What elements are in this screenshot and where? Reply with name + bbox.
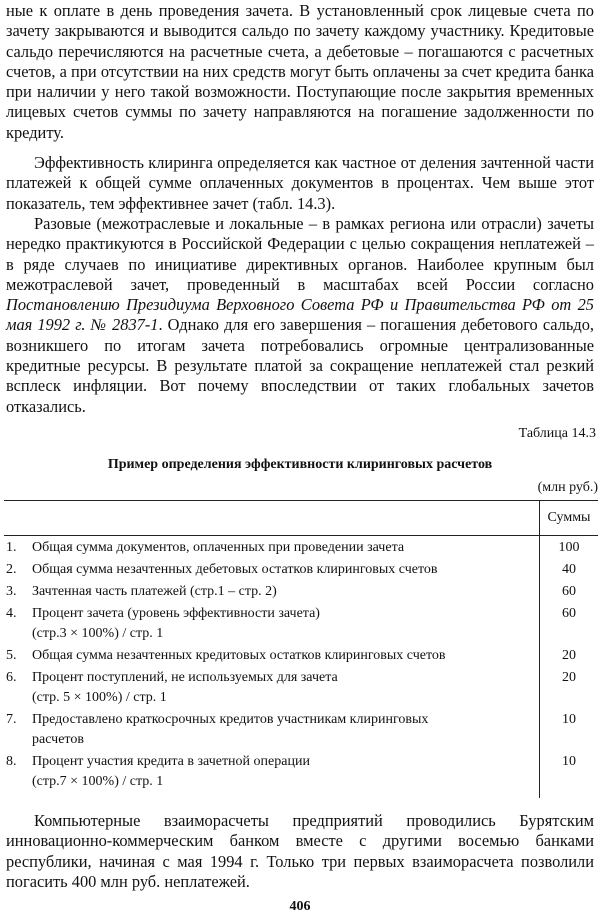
paragraph-one-time-offsets: [6, 214, 594, 417]
paragraph-clearing-accounts: ные к оплате в день проведения зачета. В установленный срок лицевые счета по зачету закрываются и выводится сальдо по зачету каждому участнику. Кредитовые сальдо перечисляются на расчетные счета, а дебетовые – погашаются с расчетных счетов, а при отсутствии на них средств могут быть оплачены за счет кредита банка при наличии у него такой возможности. Поступающие после закрытия временных лицевых счетов суммы по зачету направляются на погашение задолженности по кредиту.: [6, 1, 594, 142]
header-empty-cell: [4, 501, 540, 536]
row-text: Процент поступлений, не используемых для зачета: [32, 670, 338, 685]
row-value: 20: [540, 666, 599, 708]
table-title: Пример определения эффективности клиринговых расчетов: [107, 457, 493, 472]
row-description: [4, 750, 540, 798]
row-description: [4, 602, 540, 644]
row-description: [4, 708, 540, 750]
table-row: [4, 536, 598, 559]
sum-column-header: Суммы: [540, 501, 599, 536]
row-number: 2.: [6, 562, 17, 577]
row-number: 4.: [6, 606, 17, 621]
page-number: 406: [289, 899, 311, 914]
table-row: [4, 580, 598, 602]
row-subtext: (стр.7 × 100%) / стр. 1: [32, 774, 164, 789]
table-header-row: [4, 501, 598, 536]
row-number: 8.: [6, 754, 17, 769]
paragraph-text-before: Разовые (межотраслевые и локальные – в рамках региона или отрасли) зачеты нередко практикуются в Российской Федерации с целью сокращения неплатежей – в ряде случаев по инициативе директивных органов. Наиболее крупным был межотраслевой зачет, проведенный в масштабах всей России согласно: [6, 214, 594, 294]
table-row: [4, 750, 598, 798]
row-description: [4, 536, 540, 559]
row-text: Общая сумма документов, оплаченных при проведении зачета: [32, 540, 405, 555]
row-description: [4, 558, 540, 580]
row-value: 10: [540, 708, 599, 750]
row-text: Общая сумма незачтенных кредитовых остатков клиринговых счетов: [32, 648, 446, 663]
row-value: 60: [540, 580, 599, 602]
row-text: Зачтенная часть платежей (стр.1 – стр. 2): [32, 584, 277, 599]
table-row: [4, 644, 598, 666]
row-text: Общая сумма незачтенных дебетовых остатков клиринговых счетов: [32, 562, 438, 577]
row-value: 60: [540, 602, 599, 644]
table-row: [4, 558, 598, 580]
row-description: [4, 580, 540, 602]
row-description: [4, 644, 540, 666]
paragraph-computer-settlements: Компьютерные взаиморасчеты предприятий проводились Бурятским инновационно-коммерческим банком вместе с другими восемью банками республики, начиная с мая 1994 г. Только три первых взаиморасчета позволили погасить 400 млн руб. неплатежей.: [6, 811, 594, 891]
table-unit: (млн руб.): [537, 480, 598, 495]
row-subtext: (стр.3 × 100%) / стр. 1: [32, 626, 164, 641]
paragraph-text-after: . Однако для его завершения – погашения дебетового сальдо, возникшего по итогам зачета потребовались огромные централизованные кредитные ресурсы. В результате платой за сокращение неплатежей стал резкий всплеск инфляции. Вот почему впоследствии от таких глобальных зачетов отказались.: [6, 315, 594, 416]
row-text: Процент участия кредита в зачетной операции: [32, 754, 310, 769]
table-row: [4, 602, 598, 644]
decree-reference: Постановлению Президиума Верховного Совета РФ и Правительства РФ от 25 мая 1992 г. № 2837-1: [6, 295, 594, 335]
row-number: 5.: [6, 648, 17, 663]
row-subtext: (стр. 5 × 100%) / стр. 1: [32, 690, 167, 705]
row-value: 10: [540, 750, 599, 798]
paragraph-clearing-efficiency: Эффективность клиринга определяется как частное от деления зачтенной части платежей к общей сумме оплаченных документов в процентах. Чем выше этот показатель, тем эффективнее зачет (табл. 14.3).: [6, 153, 594, 213]
row-value: 100: [540, 536, 599, 559]
table-row: [4, 708, 598, 750]
row-number: 1.: [6, 540, 17, 555]
row-number: 7.: [6, 712, 17, 727]
row-value: 40: [540, 558, 599, 580]
row-number: 6.: [6, 670, 17, 685]
row-description: [4, 666, 540, 708]
row-text: Предоставлено краткосрочных кредитов участникам клиринговых: [32, 712, 429, 727]
table-caption: Таблица 14.3: [518, 426, 596, 441]
table-row: [4, 666, 598, 708]
clearing-efficiency-table: [4, 500, 598, 798]
row-subtext: расчетов: [32, 732, 84, 747]
row-text: Процент зачета (уровень эффективности зачета): [32, 606, 320, 621]
row-value: 20: [540, 644, 599, 666]
row-number: 3.: [6, 584, 17, 599]
